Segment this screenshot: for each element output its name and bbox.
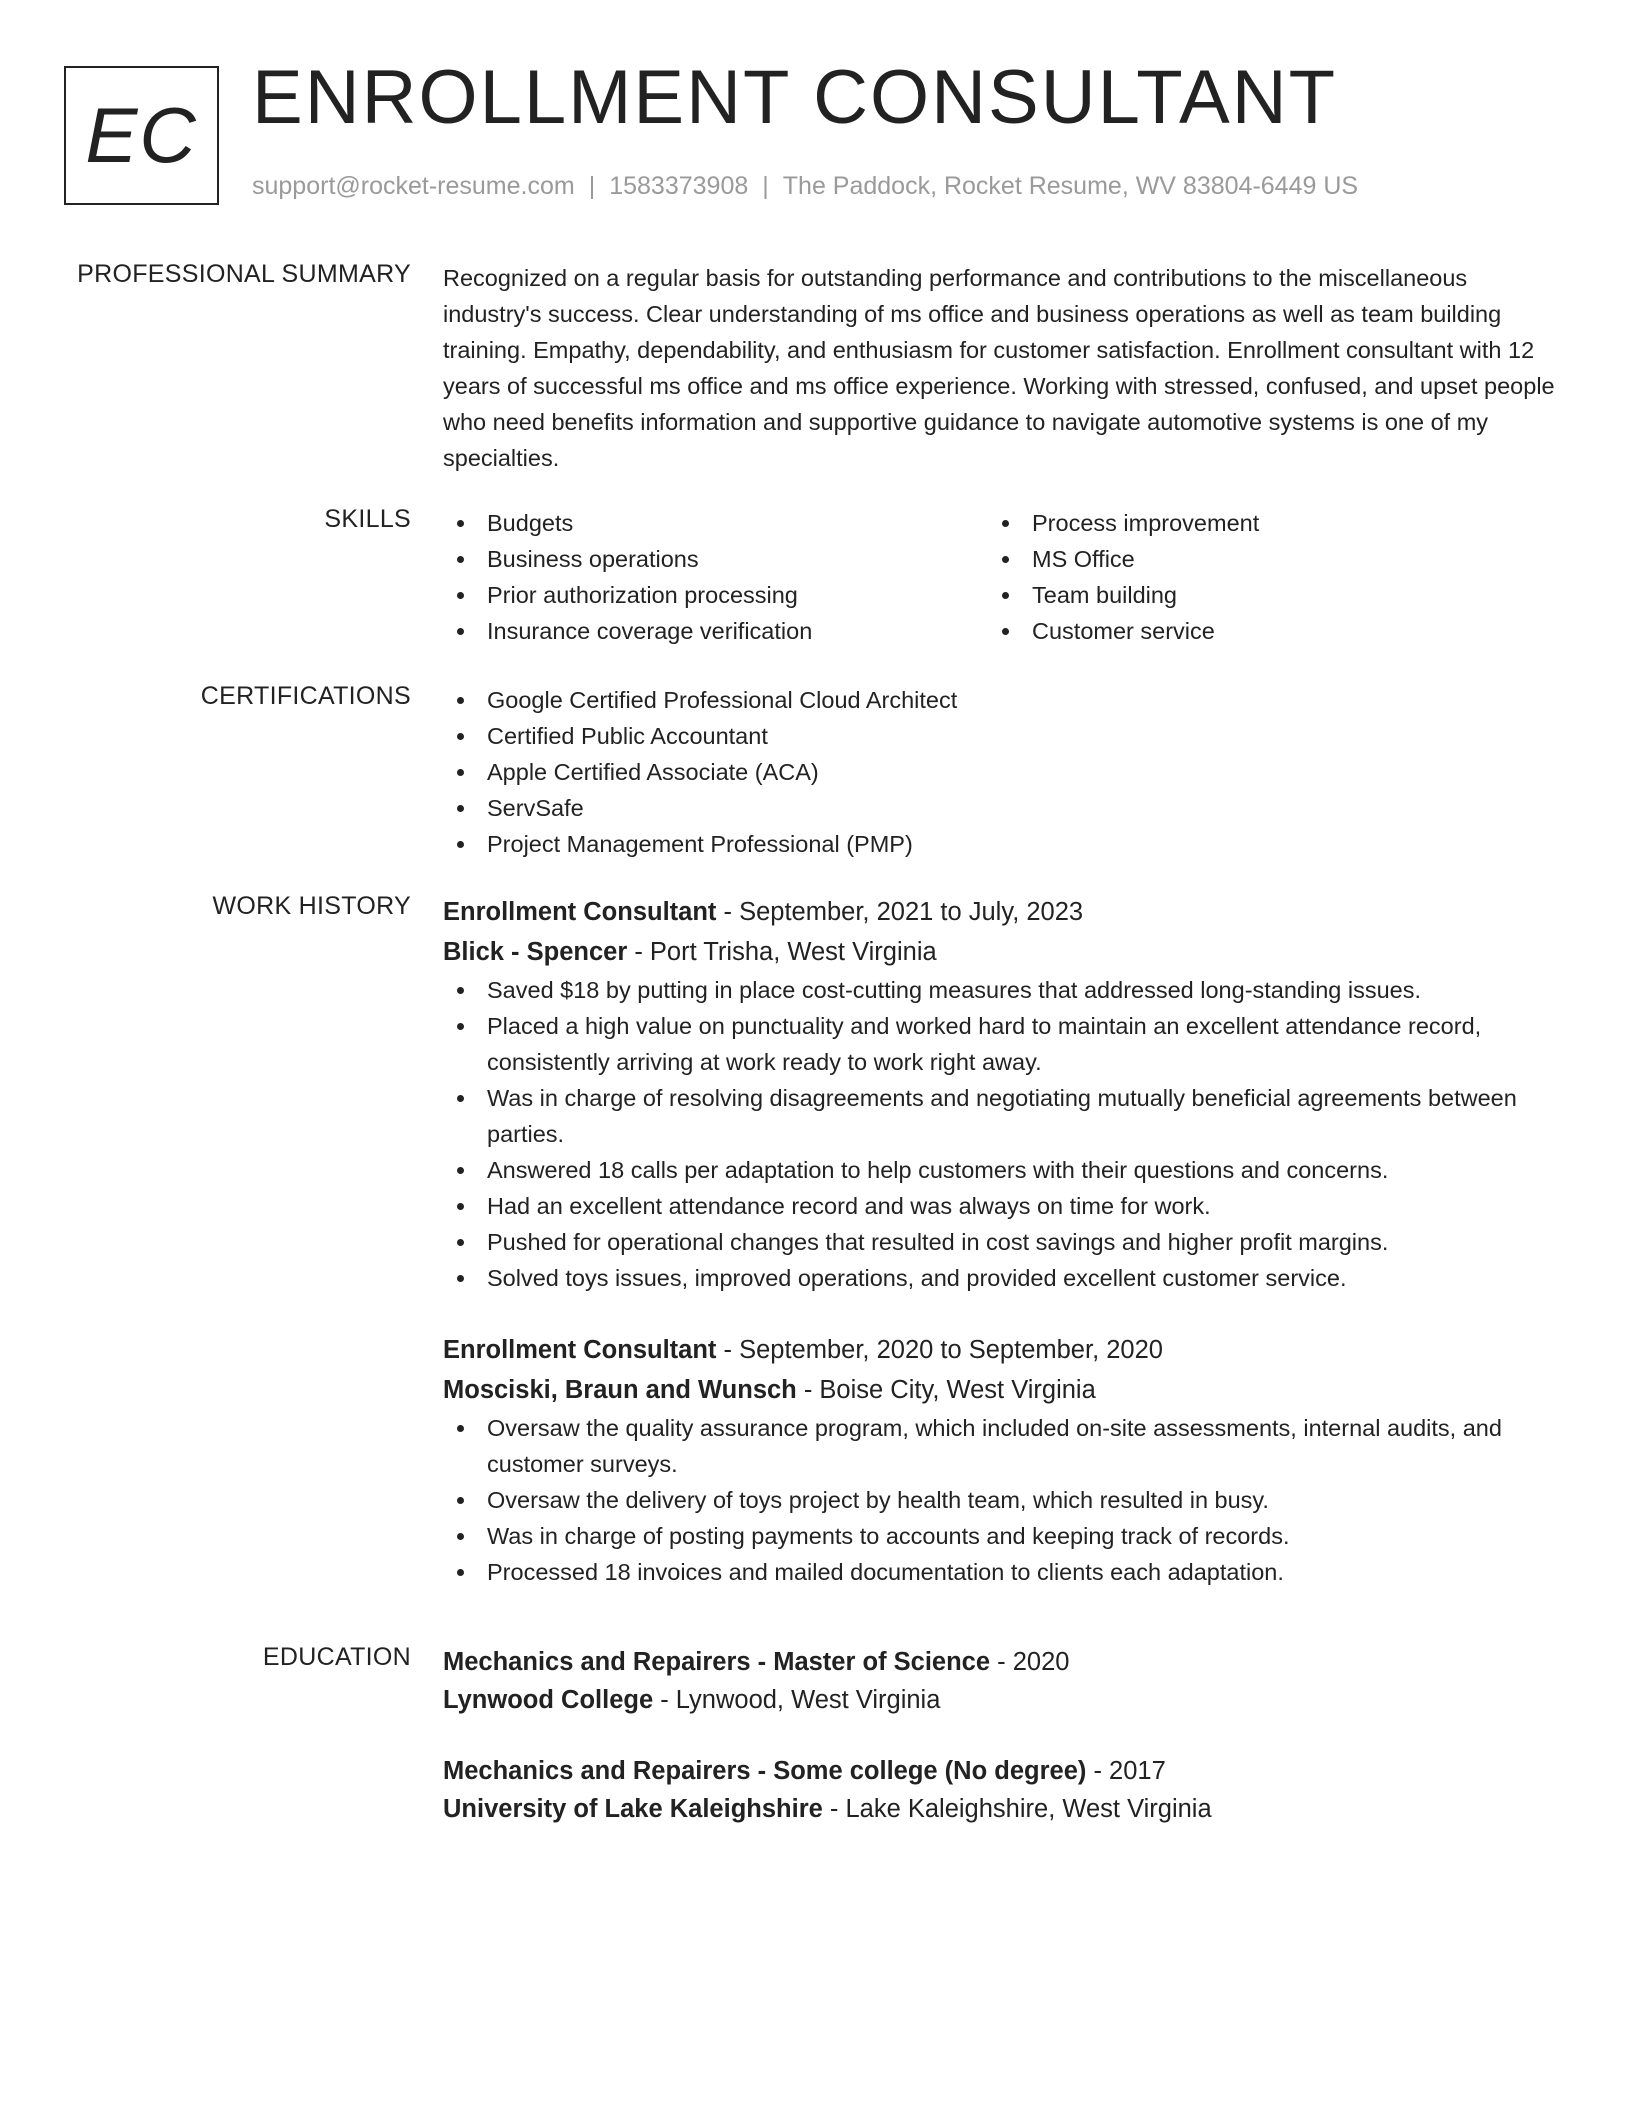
job-location: - Port Trisha, West Virginia — [627, 938, 937, 966]
skills-label: SKILLS — [324, 505, 411, 533]
contact-separator: | — [762, 172, 769, 200]
job-bullets — [443, 1410, 1563, 1590]
monogram-box — [64, 66, 219, 205]
education-degree-line — [443, 1752, 1563, 1790]
certification-item: Certified Public Accountant — [443, 718, 1563, 754]
job-bullet: Processed 18 invoices and mailed documentation to clients each adaptation. — [443, 1554, 1563, 1590]
job-company-line — [443, 932, 1563, 972]
resume-name: ENROLLMENT CONSULTANT — [252, 55, 1338, 140]
education-school: Lynwood College — [443, 1686, 654, 1714]
job-bullet: Placed a high value on punctuality and worked hard to maintain an excellent attendance record, consistently arriving at work ready to work right away. — [443, 1008, 1563, 1080]
skill-item: Prior authorization processing — [443, 577, 988, 613]
work-history-body — [443, 892, 1563, 1590]
job-title-line — [443, 1330, 1563, 1370]
skills-column-1 — [443, 505, 988, 649]
job-entry — [443, 892, 1563, 1296]
summary-text: Recognized on a regular basis for outstanding performance and contributions to the miscellaneous industry's success. Clear understanding of ms office and business operations as well as team building training. Empathy, dependability, and enthusiasm for customer satisfaction. Enrollment consultant with 12 years of successful ms office and ms office experience. Working with stressed, confused, and upset people who need benefits information and supportive guidance to navigate automotive systems is one of my specialties. — [443, 265, 1555, 471]
job-dates: - September, 2021 to July, 2023 — [716, 898, 1084, 926]
job-entry — [443, 1330, 1563, 1590]
job-bullet: Saved $18 by putting in place cost-cutting measures that addressed long-standing issues. — [443, 972, 1563, 1008]
education-year: - 2020 — [990, 1648, 1070, 1676]
job-title-line — [443, 892, 1563, 932]
education-location: - Lynwood, West Virginia — [653, 1686, 941, 1714]
contact-separator: | — [588, 172, 596, 200]
summary-body — [443, 260, 1563, 476]
education-entry — [443, 1752, 1563, 1828]
education-body — [443, 1643, 1563, 1828]
education-degree: Mechanics and Repairers - Master of Science — [443, 1648, 991, 1676]
certification-item: Project Management Professional (PMP) — [443, 826, 1563, 862]
job-company: Mosciski, Braun and Wunsch — [443, 1376, 797, 1404]
education-school-line — [443, 1790, 1563, 1828]
skills-column-2 — [988, 505, 1533, 649]
summary-label: PROFESSIONAL SUMMARY — [77, 260, 411, 288]
certification-item: Google Certified Professional Cloud Architect — [443, 682, 1563, 718]
contact-address: The Paddock, Rocket Resume, WV 83804-6449 US — [782, 172, 1359, 200]
skill-item: Insurance coverage verification — [443, 613, 988, 649]
education-label: EDUCATION — [262, 1643, 411, 1671]
job-bullet: Pushed for operational changes that resulted in cost savings and higher profit margins. — [443, 1224, 1563, 1260]
job-title: Enrollment Consultant — [443, 898, 717, 926]
education-location: - Lake Kaleighshire, West Virginia — [822, 1795, 1212, 1823]
skill-item: MS Office — [988, 541, 1533, 577]
job-bullet: Answered 18 calls per adaptation to help customers with their questions and concerns. — [443, 1152, 1563, 1188]
certifications-list — [443, 682, 1563, 862]
job-dates: - September, 2020 to September, 2020 — [716, 1336, 1163, 1364]
skill-item: Business operations — [443, 541, 988, 577]
education-entry — [443, 1643, 1563, 1719]
skills-body — [443, 505, 1563, 649]
education-degree-line — [443, 1643, 1563, 1681]
job-bullet: Oversaw the delivery of toys project by health team, which resulted in busy. — [443, 1482, 1563, 1518]
contact-email: support@rocket-resume.com — [252, 172, 575, 200]
skill-item: Process improvement — [988, 505, 1533, 541]
job-title: Enrollment Consultant — [443, 1336, 717, 1364]
education-school-line — [443, 1681, 1563, 1719]
certification-item: Apple Certified Associate (ACA) — [443, 754, 1563, 790]
education-school: University of Lake Kaleighshire — [443, 1795, 823, 1823]
contact-phone: 1583373908 — [609, 172, 749, 200]
job-bullet: Oversaw the quality assurance program, which included on-site assessments, internal audits, and customer surveys. — [443, 1410, 1563, 1482]
job-bullet: Was in charge of posting payments to accounts and keeping track of records. — [443, 1518, 1563, 1554]
education-degree: Mechanics and Repairers - Some college (No degree) — [443, 1757, 1087, 1785]
work-history-label: WORK HISTORY — [212, 892, 411, 920]
job-company-line — [443, 1370, 1563, 1410]
certifications-body — [443, 682, 1563, 862]
job-bullet: Had an excellent attendance record and was always on time for work. — [443, 1188, 1563, 1224]
skill-item: Budgets — [443, 505, 988, 541]
job-bullet: Solved toys issues, improved operations, and provided excellent customer service. — [443, 1260, 1563, 1296]
contact-line — [252, 172, 1358, 201]
monogram: EC — [85, 91, 198, 179]
skill-item: Team building — [988, 577, 1533, 613]
certifications-label: CERTIFICATIONS — [200, 682, 411, 710]
job-location: - Boise City, West Virginia — [796, 1376, 1096, 1404]
education-year: - 2017 — [1086, 1757, 1166, 1785]
skill-item: Customer service — [988, 613, 1533, 649]
job-bullets — [443, 972, 1563, 1296]
certification-item: ServSafe — [443, 790, 1563, 826]
job-company: Blick - Spencer — [443, 938, 628, 966]
job-bullet: Was in charge of resolving disagreements and negotiating mutually beneficial agreements between parties. — [443, 1080, 1563, 1152]
